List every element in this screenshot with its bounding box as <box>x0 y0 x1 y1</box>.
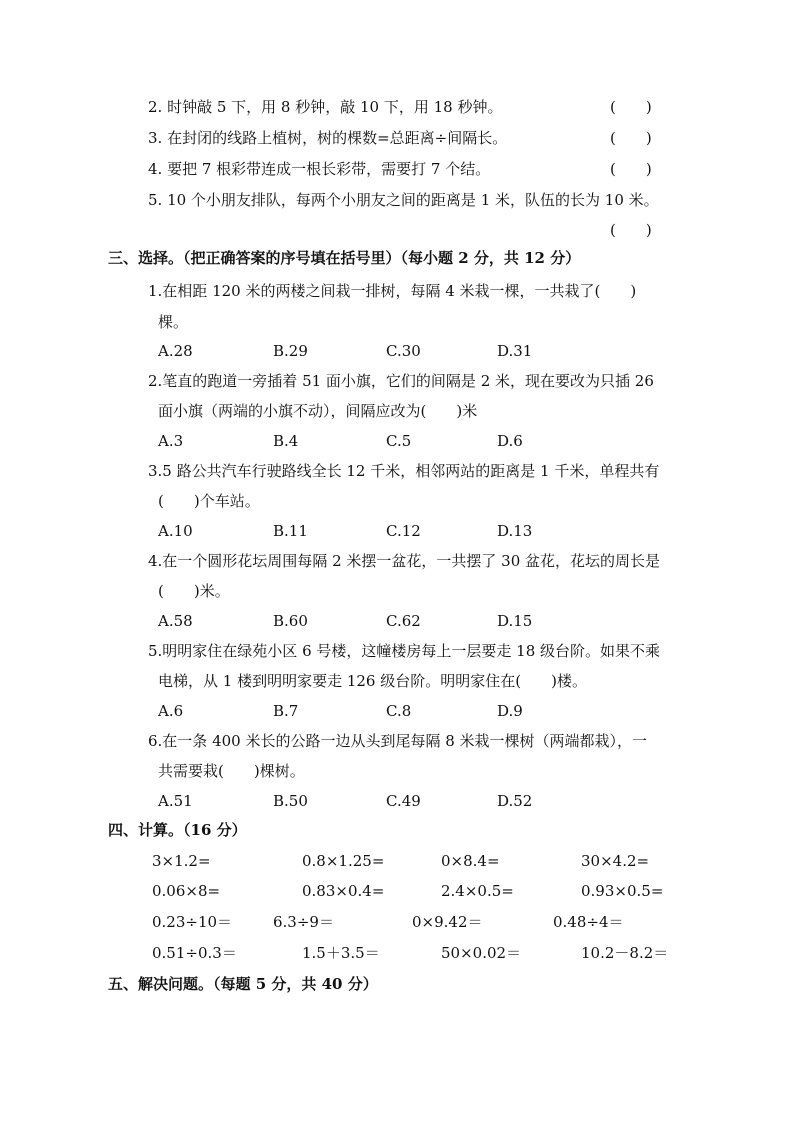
judge-answer-paren-5[interactable]: ( ) <box>610 221 652 239</box>
choice-question-6-line2: 共需要栽( )棵树。 <box>158 762 305 780</box>
choice-option[interactable]: C.62 <box>386 612 421 630</box>
choice-question-2-line1: 2.笔直的跑道一旁插着 51 面小旗，它们的间隔是 2 米，现在要改为只插 26 <box>148 372 654 390</box>
choice-option[interactable]: C.5 <box>386 432 412 450</box>
choice-question-3-line2: ( )个车站。 <box>158 492 260 510</box>
choice-option[interactable]: A.51 <box>158 792 193 810</box>
calc-expression: 0×9.42＝ <box>412 913 483 931</box>
section-heading-choice: 三、选择。（把正确答案的序号填在括号里）（每小题 2 分，共 12 分） <box>108 249 581 267</box>
calc-expression: 0.51÷0.3＝ <box>152 944 237 962</box>
calc-expression: 30×4.2= <box>581 852 650 870</box>
calc-expression: 0.23÷10＝ <box>152 913 233 931</box>
choice-question-5-line2: 电梯，从 1 楼到明明家要走 126 级台阶。明明家住在( )楼。 <box>158 672 587 690</box>
choice-option[interactable]: C.8 <box>386 702 412 720</box>
choice-option[interactable]: A.10 <box>158 522 193 540</box>
choice-question-1-line2: 棵。 <box>158 313 189 331</box>
choice-option[interactable]: D.13 <box>497 522 533 540</box>
choice-option[interactable]: D.6 <box>497 432 523 450</box>
calc-expression: 1.5＋3.5＝ <box>302 944 380 962</box>
choice-option[interactable]: C.49 <box>386 792 421 810</box>
choice-option[interactable]: B.11 <box>273 522 308 540</box>
choice-option[interactable]: B.29 <box>273 342 308 360</box>
judge-item-3: 3. 在封闭的线路上植树，树的棵数=总距离÷间隔长。 <box>148 129 508 147</box>
calc-expression: 50×0.02＝ <box>441 944 522 962</box>
judge-answer-paren-4[interactable]: ( ) <box>610 160 652 178</box>
choice-question-4-line2: ( )米。 <box>158 582 230 600</box>
calc-expression: 6.3÷9＝ <box>273 913 334 931</box>
choice-option[interactable]: D.31 <box>497 342 533 360</box>
section-heading-calc: 四、计算。（16 分） <box>108 821 247 839</box>
choice-option[interactable]: A.58 <box>158 612 193 630</box>
choice-option[interactable]: B.50 <box>273 792 308 810</box>
choice-option[interactable]: C.12 <box>386 522 421 540</box>
calc-expression: 0.06×8= <box>152 882 221 900</box>
choice-option[interactable]: A.3 <box>158 432 184 450</box>
calc-expression: 0.83×0.4= <box>302 882 385 900</box>
choice-option[interactable]: D.15 <box>497 612 533 630</box>
choice-question-3-line1: 3.5 路公共汽车行驶路线全长 12 千米，相邻两站的距离是 1 千米，单程共有 <box>148 462 660 480</box>
choice-option[interactable]: B.4 <box>273 432 299 450</box>
choice-question-4-line1: 4.在一个圆形花坛周围每隔 2 米摆一盆花，一共摆了 30 盆花，花坛的周长是 <box>148 552 661 570</box>
judge-item-2: 2. 时钟敲 5 下，用 8 秒钟，敲 10 下，用 18 秒钟。 <box>148 98 503 116</box>
section-heading-solve: 五、解决问题。（每题 5 分，共 40 分） <box>108 975 378 993</box>
choice-question-2-line2: 面小旗（两端的小旗不动），间隔应改为( )米 <box>158 402 478 420</box>
calc-expression: 0.8×1.25= <box>302 852 385 870</box>
calc-expression: 0.93×0.5= <box>581 882 664 900</box>
choice-option[interactable]: D.52 <box>497 792 533 810</box>
calc-expression: 2.4×0.5= <box>441 882 514 900</box>
choice-option[interactable]: B.60 <box>273 612 308 630</box>
calc-expression: 3×1.2= <box>152 852 211 870</box>
calc-expression: 0×8.4= <box>441 852 500 870</box>
choice-option[interactable]: B.7 <box>273 702 299 720</box>
calc-expression: 10.2－8.2＝ <box>581 944 669 962</box>
choice-option[interactable]: C.30 <box>386 342 421 360</box>
judge-answer-paren-2[interactable]: ( ) <box>610 98 652 116</box>
calc-expression: 0.48÷4＝ <box>553 913 624 931</box>
choice-option[interactable]: D.9 <box>497 702 523 720</box>
judge-item-4: 4. 要把 7 根彩带连成一根长彩带，需要打 7 个结。 <box>148 160 491 178</box>
judge-item-5: 5. 10 个小朋友排队，每两个小朋友之间的距离是 1 米，队伍的长为 10 米。 <box>148 191 659 209</box>
judge-answer-paren-3[interactable]: ( ) <box>610 129 652 147</box>
choice-option[interactable]: A.6 <box>158 702 184 720</box>
choice-question-6-line1: 6.在一条 400 米长的公路一边从头到尾每隔 8 米栽一棵树（两端都栽），一 <box>148 732 648 750</box>
choice-question-1-line1: 1.在相距 120 米的两楼之间栽一排树，每隔 4 米栽一棵，一共栽了( ) <box>148 282 637 300</box>
choice-question-5-line1: 5.明明家住在绿苑小区 6 号楼，这幢楼房每上一层要走 18 级台阶。如果不乘 <box>148 642 661 660</box>
choice-option[interactable]: A.28 <box>158 342 193 360</box>
